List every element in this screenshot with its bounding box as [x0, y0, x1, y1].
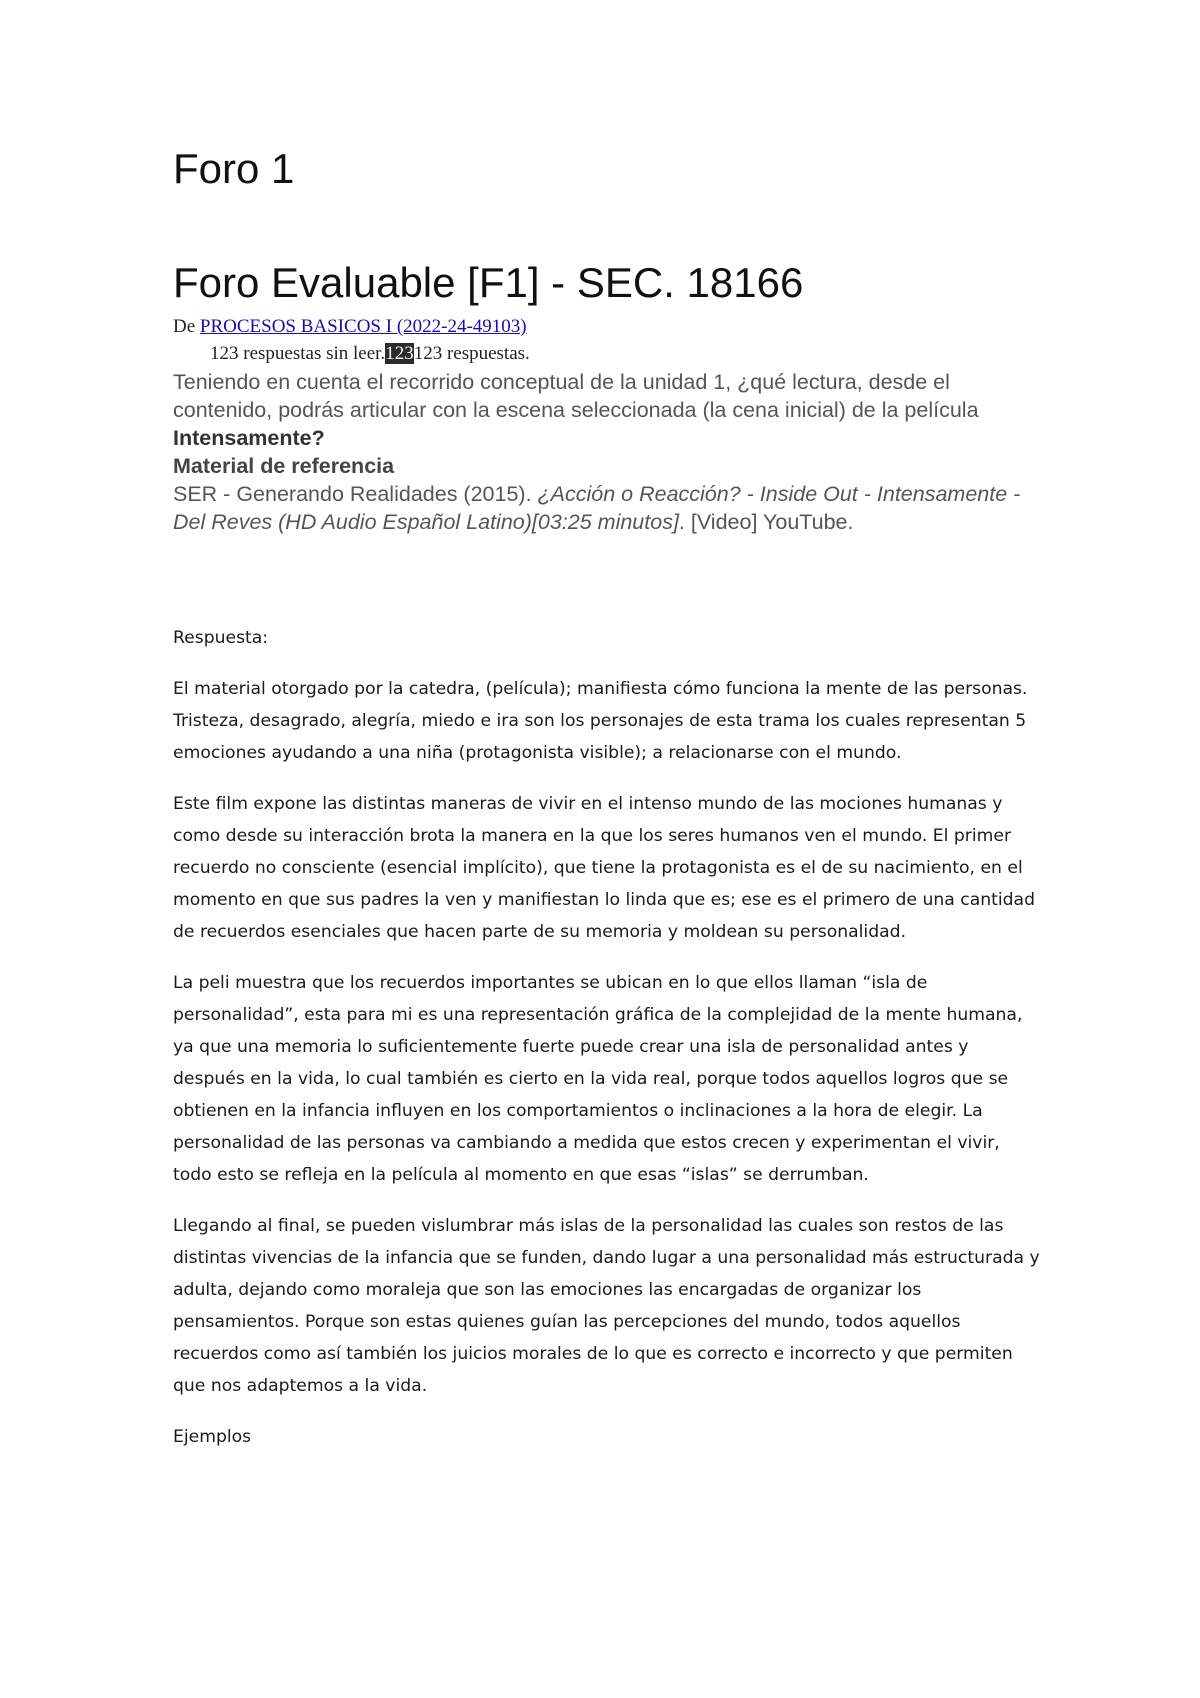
unread-count-badge: 123 [385, 343, 414, 364]
unread-replies-text: 123 respuestas sin leer. [210, 343, 386, 364]
answer-body [173, 622, 1043, 1472]
prompt-question: Teniendo en cuenta el recorrido conceptual de la unidad 1, ¿qué lectura, desde el contenido, podrás articular con la escena seleccionada (la cena inicial) de la película Intensamente? [173, 370, 979, 450]
forum-meta [173, 316, 527, 338]
answer-paragraph: Este film expone las distintas maneras de vivir en el intenso mundo de las mociones humanas y como desde su interacción brota la manera en la que los seres humanos ven el mundo. El primer recuerdo no consciente (esencial implícito), que tiene la protagonista es el de su nacimiento, en el momento en que sus padres la ven y manifiestan lo linda que es; ese es el primero de una cantidad de recuerdos esenciales que hacen parte de su memoria y moldean su personalidad. [173, 794, 1036, 942]
answer-paragraph: Llegando al final, se pueden vislumbrar más islas de la personalidad las cuales son restos de las distintas vivencias de la infancia que se funden, dando lugar a una personalidad más estructurada y adulta, dejando como moraleja que son las emociones las encargadas de organizar los pensamientos. Porque son estas quienes guían las percepciones del mundo, todos aquellos recuerdos como así también los juicios morales de lo que es correcto e incorrecto y que permiten que nos adaptemos a la vida. [173, 1216, 1040, 1396]
answer-paragraph: El material otorgado por la catedra, (película); manifiesta cómo funciona la mente de las personas. Tristeza, desagrado, alegría, miedo e ira son los personajes de esta trama los cuales representan 5 emociones ayudando a una niña (protagonista visible); a relacionarse con el mundo. [173, 679, 1028, 763]
reference-author: SER - Generando Realidades (2015). [173, 482, 538, 506]
answer-paragraph: La peli muestra que los recuerdos importantes se ubican en lo que ellos llaman “isla de personalidad”, esta para mi es una representación gráfica de la complejidad de la mente humana, ya que una memoria lo suficientemente fuerte puede crear una isla de personalidad antes y después en la vida, lo cual también es cierto en la vida real, porque todos aquellos logros que se obtienen en la infancia influyen en los comportamientos o inclinaciones a la hora de elegir. La personalidad de las personas va cambiando a medida que estos crecen y experimentan el vivir, todo esto se refleja en la película al momento en que esas “islas” se derrumban. [173, 973, 1023, 1185]
forum-prompt [173, 368, 1043, 536]
meta-prefix: De [173, 316, 200, 337]
total-replies-text: 123 respuestas. [413, 343, 530, 364]
course-link[interactable]: PROCESOS BASICOS I (2022-24-49103) [199, 316, 527, 337]
reference-citation [173, 480, 1043, 536]
document-title: Foro 1 [173, 145, 295, 192]
reference-heading: Material de referencia [173, 454, 395, 478]
reference-type: . [Video] YouTube. [678, 510, 854, 534]
reference-title: ¿Acción o Reacción? - Inside Out - Intensamente - Del Reves (HD Audio Español Latino)[03:25 minutos] [173, 482, 1021, 534]
replies-line [210, 343, 530, 365]
movie-title: Intensamente? [173, 426, 325, 450]
forum-title: Foro Evaluable [F1] - SEC. 18166 [173, 259, 804, 306]
answer-label: Respuesta: [173, 628, 269, 648]
examples-label: Ejemplos [173, 1427, 252, 1447]
